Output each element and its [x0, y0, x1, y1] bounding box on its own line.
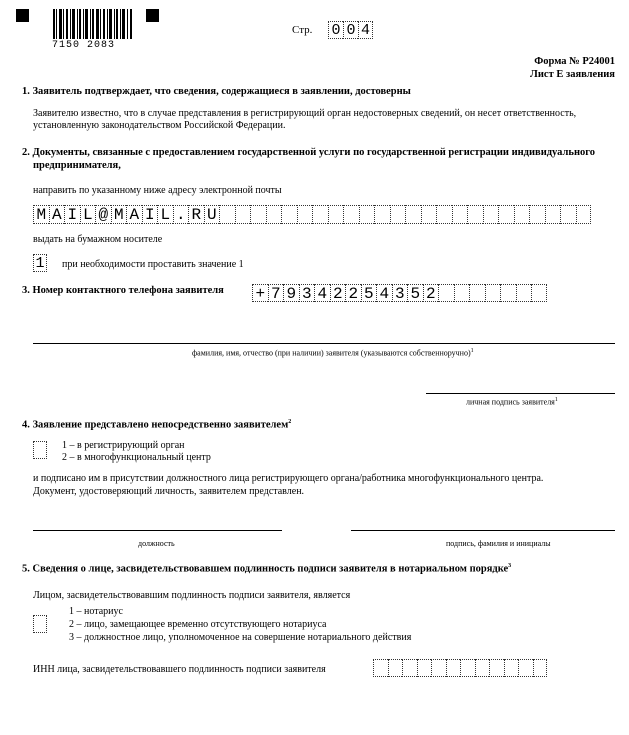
email-cell[interactable]: [374, 205, 390, 224]
s5-choice-value[interactable]: [33, 615, 47, 633]
inn-cell[interactable]: [518, 659, 533, 677]
email-cell[interactable]: [545, 205, 561, 224]
corner-marker-right: [146, 9, 159, 22]
inn-cell[interactable]: [446, 659, 461, 677]
s5-choice-cell[interactable]: [33, 615, 47, 633]
official-sign-line[interactable]: [351, 530, 615, 531]
email-cell[interactable]: [219, 205, 235, 224]
sign-caption: личная подпись заявителя$^1$: [466, 397, 558, 407]
page-label: Стр.: [292, 24, 313, 36]
email-cell[interactable]: [576, 205, 592, 224]
inn-cell[interactable]: [373, 659, 388, 677]
s5-option-3: 3 – должностное лицо, уполномоченное на совершение нотариального действия: [69, 632, 412, 643]
s3-title: 3. Номер контактного телефона заявителя: [22, 285, 224, 296]
s1-text-line1: Заявителю известно, что в случае представления в регистрирующий орган недостоверных сведений, он несет ответственность,: [33, 108, 577, 119]
phone-cell[interactable]: 5: [361, 284, 377, 302]
s5-option-1: 1 – нотариус: [69, 606, 123, 617]
inn-cells[interactable]: [373, 659, 547, 677]
s4-text-line2: Документ, удостоверяющий личность, заявителем представлен.: [33, 486, 305, 497]
phone-cell[interactable]: [516, 284, 532, 302]
email-cells[interactable]: [33, 205, 591, 224]
s4-option-2: 2 – в многофункциональный центр: [62, 452, 211, 463]
phone-cell[interactable]: 2: [345, 284, 361, 302]
email-cell[interactable]: [421, 205, 437, 224]
email-cell[interactable]: [560, 205, 576, 224]
inn-cell[interactable]: [431, 659, 446, 677]
email-cell[interactable]: [266, 205, 282, 224]
official-sign-caption: подпись, фамилия и инициалы: [446, 539, 551, 548]
phone-cell[interactable]: 4: [376, 284, 392, 302]
phone-cell[interactable]: [485, 284, 501, 302]
s2-title-line2: предпринимателя,: [33, 160, 121, 171]
email-cell[interactable]: @: [95, 205, 111, 224]
email-cell[interactable]: M: [111, 205, 127, 224]
email-cell[interactable]: [343, 205, 359, 224]
phone-cell[interactable]: 5: [407, 284, 423, 302]
phone-cell[interactable]: [469, 284, 485, 302]
page-cell[interactable]: 0: [328, 21, 343, 39]
page-number-cells[interactable]: [328, 21, 373, 39]
phone-cell[interactable]: 9: [283, 284, 299, 302]
email-cell[interactable]: [514, 205, 530, 224]
page-cell[interactable]: 0: [343, 21, 358, 39]
email-cell[interactable]: [467, 205, 483, 224]
email-cell[interactable]: L: [157, 205, 173, 224]
email-cell[interactable]: R: [188, 205, 204, 224]
paper-label: выдать на бумажном носителе: [33, 234, 163, 245]
phone-cell[interactable]: 3: [299, 284, 315, 302]
email-cell[interactable]: A: [126, 205, 142, 224]
phone-cell[interactable]: 2: [423, 284, 439, 302]
s4-option-1: 1 – в регистрирующий орган: [62, 440, 185, 451]
paper-cell[interactable]: [33, 254, 47, 272]
page-cell[interactable]: 4: [358, 21, 373, 39]
sheet-name: Лист Е заявления: [530, 69, 615, 80]
email-cell[interactable]: [250, 205, 266, 224]
email-cell[interactable]: [529, 205, 545, 224]
inn-cell[interactable]: [388, 659, 403, 677]
email-cell[interactable]: I: [142, 205, 158, 224]
paper-value[interactable]: 1: [33, 254, 47, 272]
s2-title-line1: 2. Документы, связанные с предоставлением государственной услуги по государственной регистрации индивидуального: [22, 147, 596, 158]
email-cell[interactable]: [405, 205, 421, 224]
s5-label: Лицом, засвидетельствовавшим подлинность подписи заявителя, является: [33, 590, 351, 601]
inn-cell[interactable]: [475, 659, 490, 677]
position-caption: должность: [138, 539, 175, 548]
inn-cell[interactable]: [402, 659, 417, 677]
email-cell[interactable]: .: [173, 205, 189, 224]
inn-cell[interactable]: [417, 659, 432, 677]
email-cell[interactable]: [483, 205, 499, 224]
s5-option-2: 2 – лицо, замещающее временно отсутствующего нотариуса: [69, 619, 327, 630]
fio-caption: фамилия, имя, отчество (при наличии) заявителя (указываются собственноручно)$^1$: [192, 348, 474, 358]
phone-cell[interactable]: 4: [314, 284, 330, 302]
barcode-number: 7150 2083: [52, 40, 116, 51]
s4-choice-cell[interactable]: [33, 441, 47, 459]
email-cell[interactable]: [390, 205, 406, 224]
barcode-image: [53, 9, 133, 39]
inn-cell[interactable]: [504, 659, 519, 677]
phone-cell[interactable]: +: [252, 284, 268, 302]
phone-cells[interactable]: [252, 284, 547, 302]
email-cell[interactable]: L: [80, 205, 96, 224]
phone-cell[interactable]: [438, 284, 454, 302]
phone-cell[interactable]: [500, 284, 516, 302]
s1-title: 1. Заявитель подтверждает, что сведения, содержащиеся в заявлении, достоверны: [22, 86, 411, 97]
phone-cell[interactable]: [454, 284, 470, 302]
form-number: Форма № Р24001: [534, 56, 615, 67]
inn-cell[interactable]: [533, 659, 548, 677]
form-number-block: [530, 55, 615, 81]
s1-text-line2: установленную законодательством Российской Федерации.: [33, 120, 286, 131]
phone-cell[interactable]: 3: [392, 284, 408, 302]
s4-choice-value[interactable]: [33, 441, 47, 459]
email-cell[interactable]: [498, 205, 514, 224]
inn-label: ИНН лица, засвидетельствовавшего подлинность подписи заявителя: [33, 664, 326, 675]
inn-cell[interactable]: [460, 659, 475, 677]
s4-title: 4. Заявление представлено непосредственно заявителем$^2$: [22, 419, 292, 431]
position-line[interactable]: [33, 530, 282, 531]
email-label: направить по указанному ниже адресу электронной почты: [33, 185, 282, 196]
email-cell[interactable]: [281, 205, 297, 224]
inn-cell[interactable]: [489, 659, 504, 677]
fio-line[interactable]: [33, 343, 615, 344]
email-cell[interactable]: [359, 205, 375, 224]
phone-cell[interactable]: 2: [330, 284, 346, 302]
s4-text-line1: и подписано им в присутствии должностного лица регистрирующего органа/работника многофункционального центра.: [33, 473, 544, 484]
email-cell[interactable]: [452, 205, 468, 224]
email-cell[interactable]: [235, 205, 251, 224]
email-cell[interactable]: A: [49, 205, 65, 224]
sign-line[interactable]: [426, 393, 615, 394]
phone-cell[interactable]: 7: [268, 284, 284, 302]
corner-marker-left: [16, 9, 29, 22]
paper-hint: при необходимости проставить значение 1: [62, 259, 244, 270]
email-cell[interactable]: U: [204, 205, 220, 224]
email-cell[interactable]: [312, 205, 328, 224]
email-cell[interactable]: [436, 205, 452, 224]
email-cell[interactable]: I: [64, 205, 80, 224]
email-cell[interactable]: [297, 205, 313, 224]
s5-title: 5. Сведения о лице, засвидетельствовавшем подлинность подписи заявителя в нотариальном порядке$^3$: [22, 563, 512, 575]
email-cell[interactable]: M: [33, 205, 49, 224]
phone-cell[interactable]: [531, 284, 547, 302]
email-cell[interactable]: [328, 205, 344, 224]
